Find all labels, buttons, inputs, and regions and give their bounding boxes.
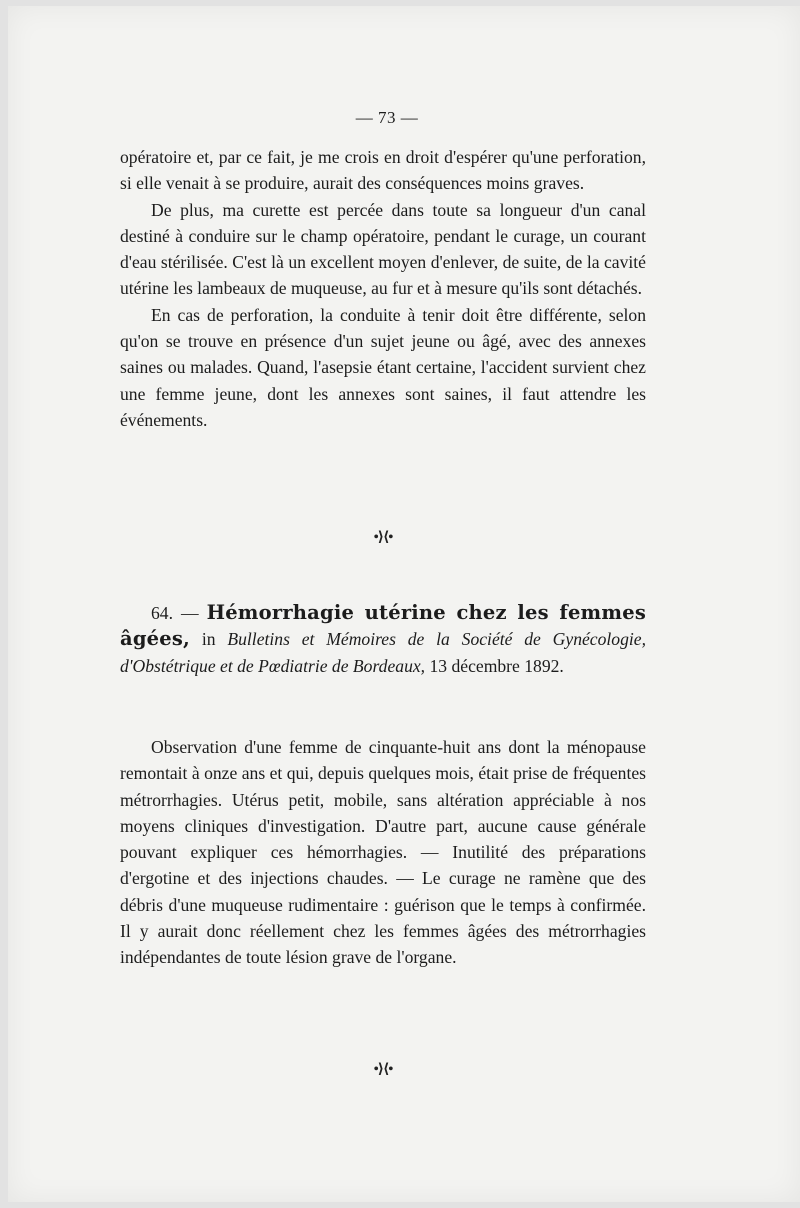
paragraph-continuation: opératoire et, par ce fait, je me crois en droit d'espérer qu'une perforation, si elle venait à se produire, aurait des conséquences moins graves. xyxy=(120,147,646,194)
entry-date: 13 décembre 1892. xyxy=(429,655,564,676)
book-page xyxy=(8,6,800,1202)
ornament-divider-bottom: •⟩⟨• xyxy=(373,1062,393,1077)
entry-title: Hémorrhagie utérine chez les femmes âgées, xyxy=(120,601,647,651)
paragraph-curette: De plus, ma curette est percée dans toute sa longueur d'un canal destiné à conduire sur le champ opératoire, pendant le curage, un courant d'eau stérilisée. C'est là un excellent moyen d'enlever, de suite, de la cavité utérine les lambeaux de muqueuse, au fur et à mesure qu'ils sont détachés. xyxy=(120,199,646,299)
paragraph-perforation: En cas de perforation, la conduite à tenir doit être différente, selon qu'on se trouve en présence d'un sujet jeune ou âgé, avec des annexes saines ou malades. Quand, l'asepsie étant certaine, l'accident survient chez une femme jeune, dont les annexes sont saines, il faut attendre les événements. xyxy=(120,304,646,430)
entry-heading xyxy=(120,600,646,679)
abstract-paragraph: Observation d'une femme de cinquante-huit ans dont la ménopause remontait à onze ans et qui, depuis quelques mois, était prise de fréquentes métrorrhagies. Utérus petit, mobile, sans altération appréciable à nos moyens cliniques d'investigation. D'autre part, aucune cause générale pouvant expliquer ces hémorrhagies. — Inutilité des préparations d'ergotine et des injections chaudes. — Le curage ne ramène que des débris d'une muqueuse rudimentaire : guérison que le temps à confirmée. Il y aurait donc réellement chez les femmes âgées des métrorrhagies indépendantes de toute lésion grave de l'organe. xyxy=(120,737,646,968)
entry-journal: Bulletins et Mémoires de la Société de Gynécologie, d'Obstétrique et de Pœdiatrie de Bordeaux, xyxy=(120,629,646,676)
entry-number: 64. — xyxy=(151,603,199,623)
abstract-block xyxy=(120,734,646,971)
entry-in-word: in xyxy=(201,629,216,650)
page-number: — 73 — xyxy=(355,108,419,127)
bibliography-entry xyxy=(120,600,646,679)
body-text-top xyxy=(120,144,646,433)
ornament-divider: •⟩⟨• xyxy=(373,530,393,545)
